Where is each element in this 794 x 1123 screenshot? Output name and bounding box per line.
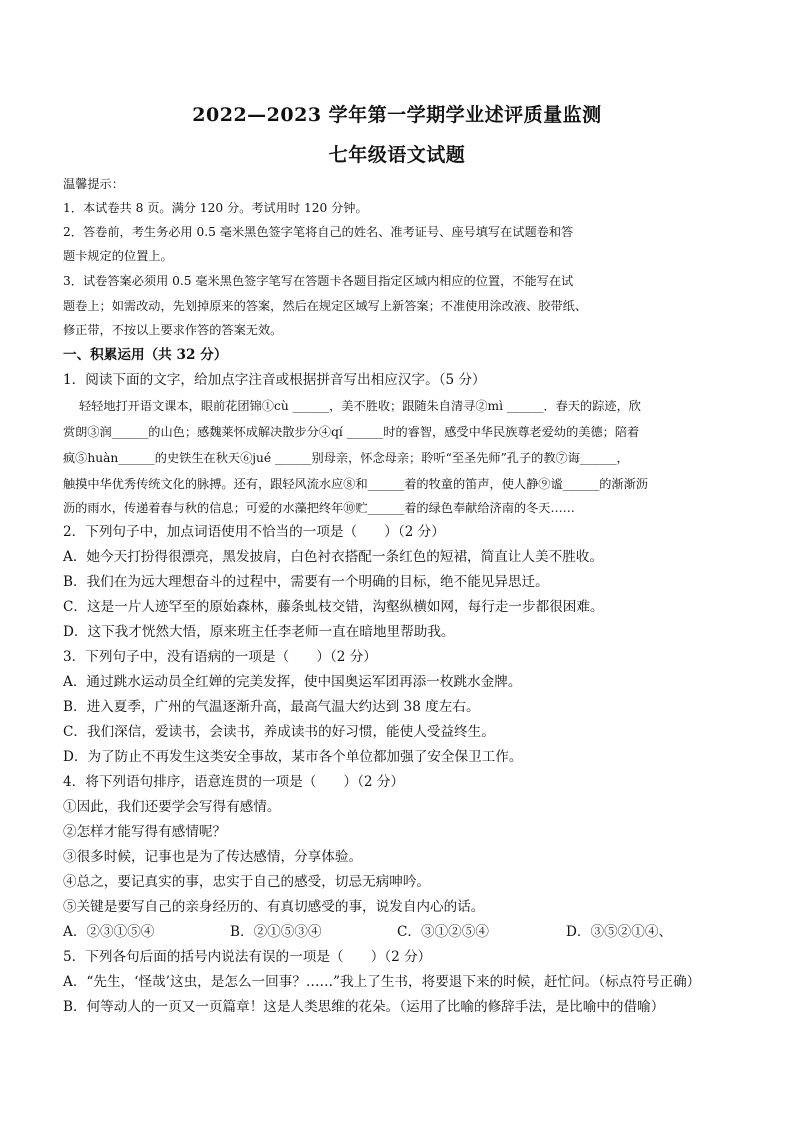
notice-line: 题卷上；如需改动，先划掉原来的答案，然后在规定区域写上新答案；不准使用涂改液、胶带纸、 [63, 299, 588, 313]
q1-passage-line: 轻轻地打开语文课本，眼前花团锦①cù ______，美不胜收；跟随朱自清寻②mì ______．春天的踪迹，欣 [79, 399, 641, 413]
q3-option: A．通过跳水运动员全红婵的完美发挥，使中国奥运军团再添一枚跳水金牌。 [63, 674, 522, 690]
q4-choice-c: C．③①②⑤④ [397, 924, 489, 940]
q4-sentence: ③很多时候，记事也是为了传达感情，分享体验。 [63, 849, 363, 865]
notice-line: 修正带，不按以上要求作答的答案无效。 [63, 323, 283, 337]
notice-line: 3．试卷答案必须用 0.5 毫米黑色签字笔写在答题卡各题目指定区域内相应的位置，不能写在试 [63, 274, 574, 288]
q5-option: B．何等动人的一页又一页篇章！这是人类思维的花朵。（运用了比喻的修辞手法，是比喻中的借喻） [63, 999, 665, 1015]
q2-option: B．我们在为远大理想奋斗的过程中，需要有一个明确的目标，绝不能见异思迁。 [63, 574, 549, 590]
question-3-stem: 3．下列句子中，没有语病的一项是（ ）（2 分） [63, 649, 377, 665]
q1-passage-line: 赏朗③润______的山色；感魏莱怀成解决散步分④qí ______时的睿智，感受中华民族尊老爱幼的美德；陪着 [63, 425, 640, 439]
q4-choice-d: D．③⑤②①④、 [566, 924, 673, 940]
q3-option: C．我们深信，爱读书，会读书，养成读书的好习惯，能使人受益终生。 [63, 724, 495, 740]
q4-sentence: ①因此，我们还要学会写得有感情。 [63, 799, 281, 815]
q4-sentence: ④总之，要记真实的事，忠实于自己的感受，切忌无病呻吟。 [63, 874, 431, 890]
q2-option: D．这下我才恍然大悟，原来班主任李老师一直在暗地里帮助我。 [63, 624, 455, 640]
exam-subtitle: 七年级语文试题 [328, 144, 466, 166]
question-2-stem: 2．下列句子中，加点词语使用不恰当的一项是（ ）（2 分） [63, 524, 445, 540]
question-4-stem: 4．将下列语句排序，语意连贯的一项是（ ）（2 分） [63, 774, 405, 790]
q1-passage-line: 疯⑤huàn______的史铁生在秋天⑥jué ______别母亲，怀念母亲；聆听“至圣先师”孔子的教⑦诲______， [63, 451, 629, 465]
q2-option: C．这是一片人迹罕至的原始森林，藤条虬枝交错，沟壑纵横如网，每行走一步都很困难。 [63, 599, 604, 615]
notice-line: 2．答卷前，考生务必用 0.5 毫米黑色签字笔将自己的姓名、准考证号、座号填写在试题卷和答 [63, 225, 574, 239]
q2-option: A．她今天打扮得很漂亮，黑发披肩，白色衬衣搭配一条红色的短裙，简直让人美不胜收。 [63, 549, 603, 565]
section-heading: 一、积累运用（共 32 分） [63, 347, 228, 363]
q5-option: A．“先生，‘怪哉’这虫，是怎么一回事？……”我上了生书，将要退下来的时候，赶忙问。（标点符号正确） [63, 974, 701, 990]
notice-heading: 温馨提示： [63, 177, 124, 191]
question-1-stem: 1．阅读下面的文字，给加点字注音或根据拼音写出相应汉字。（5 分） [63, 372, 486, 388]
q4-choice-a: A．②③①⑤④ [63, 924, 155, 940]
q3-option: D．为了防止不再发生这类安全事故，某市各个单位都加强了安全保卫工作。 [63, 749, 523, 765]
q3-option: B．进入夏季，广州的气温逐渐升高，最高气温大约达到 38 度左右。 [63, 699, 480, 715]
q1-passage-line: 触摸中华优秀传统文化的脉搏。还有，跟轻风流水应⑧和______着的牧童的笛声，使人静⑨谧______的渐渐沥 [63, 477, 648, 491]
q4-choice-b: B．②①⑤③④ [230, 924, 322, 940]
notice-line: 1．本试卷共 8 页。满分 120 分。考试用时 120 分钟。 [63, 201, 368, 215]
q4-sentence: ⑤关键是要写自己的亲身经历的、有真切感受的事，说发自内心的话。 [63, 899, 485, 915]
q4-sentence: ②怎样才能写得有感情呢？ [63, 824, 227, 840]
question-5-stem: 5．下列各句后面的括号内说法有误的一项是（ ）（2 分） [63, 949, 432, 965]
notice-line: 题卡规定的位置上。 [63, 249, 173, 263]
q1-passage-line: 沥的雨水，传递着春与秋的信息；可爱的水藻把终年⑩贮______着的绿色奉献给济南的冬天…… [63, 501, 575, 515]
exam-title: 2022—2023 学年第一学期学业述评质量监测 [192, 104, 602, 126]
